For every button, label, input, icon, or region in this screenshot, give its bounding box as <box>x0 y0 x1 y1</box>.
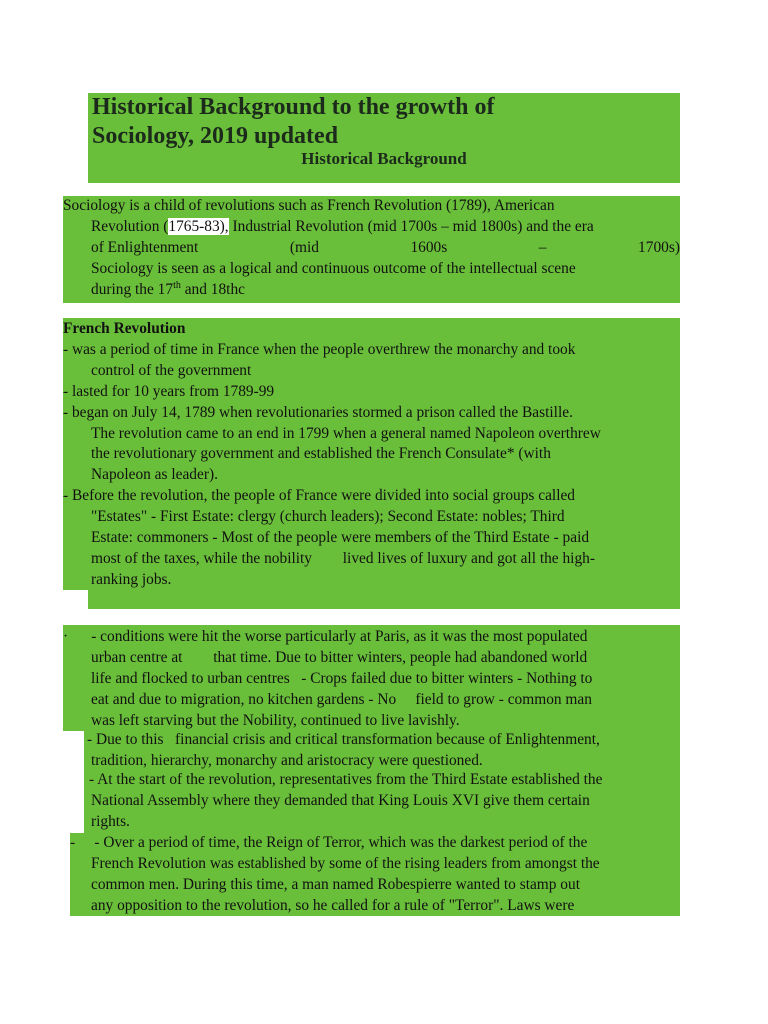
reign-of-terror-paragraph <box>70 833 680 916</box>
bullet-line: - was a period of time in France when the people overthrew the monarchy and took <box>63 340 576 358</box>
text-line: tradition, hierarchy, monarchy and aristocracy were questioned. <box>91 751 483 769</box>
text-line: was left starving but the Nobility, continued to live lavishly. <box>91 711 460 729</box>
intro-line-2: Revolution (1765-83), Industrial Revolution (mid 1700s – mid 1800s) and the era <box>91 217 594 235</box>
bullet-line: - began on July 14, 1789 when revolutionaries stormed a prison called the Bastille. <box>63 403 573 421</box>
text-line: urban centre at that time. Due to bitter winters, people had abandoned world <box>91 648 588 666</box>
text-line: French Revolution was established by some of the rising leaders from amongst the <box>91 854 600 872</box>
text-line: common men. During this time, a man named Robespierre wanted to stamp out <box>91 875 580 893</box>
french-revolution-section <box>63 318 680 590</box>
intro-line-5: during the 17th and 18thc <box>91 279 245 298</box>
conditions-paragraph <box>63 625 680 731</box>
text-line: · - conditions were hit the worse particularly at Paris, as it was the most populated <box>63 628 588 645</box>
bullet-line: - lasted for 10 years from 1789-99 <box>63 382 275 400</box>
text-line: National Assembly where they demanded that King Louis XVI give them certain <box>91 791 590 809</box>
intro-line-3: of Enlightenment (mid 1600s – 1700s) <box>91 238 680 256</box>
text-line: eat and due to migration, no kitchen gardens - No field to grow - common man <box>91 690 592 708</box>
bullet-line: Estate: commoners - Most of the people were members of the Third Estate - paid <box>91 529 590 547</box>
highlighted-date: 1765-83), <box>168 217 229 235</box>
bullet-line: - Before the revolution, the people of France were divided into social groups called <box>63 487 575 505</box>
bullet-line: most of the taxes, while the nobility lived lives of luxury and got all the high- <box>91 549 595 567</box>
bullet-line: The revolution came to an end in 1799 when a general named Napoleon overthrew <box>91 424 601 442</box>
bullet-line: Napoleon as leader). <box>91 466 218 484</box>
title-block <box>88 93 680 183</box>
bullet-line: ranking jobs. <box>91 570 172 588</box>
green-block-tail <box>88 588 680 609</box>
section-heading: French Revolution <box>63 320 186 337</box>
bullet-line: the revolutionary government and established the French Consulate* (with <box>91 445 551 463</box>
intro-paragraph <box>63 196 680 303</box>
bullet-line: control of the government <box>91 361 252 379</box>
text-line: - - Over a period of time, the Reign of Terror, which was the darkest period of the <box>70 834 588 851</box>
intro-line-4: Sociology is seen as a logical and continuous outcome of the intellectual scene <box>91 259 576 277</box>
document-title: Historical Background to the growth of Sociology, 2019 updated <box>92 94 495 149</box>
text-line: - Due to this financial crisis and critical transformation because of Enlightenment, <box>87 731 600 748</box>
bullet-line: "Estates" - First Estate: clergy (church leaders); Second Estate: nobles; Third <box>91 508 565 526</box>
national-assembly-paragraph <box>84 770 680 833</box>
text-line: rights. <box>91 812 130 830</box>
text-line: life and flocked to urban centres - Crops failed due to bitter winters - Nothing to <box>91 669 593 687</box>
text-line: any opposition to the revolution, so he called for a rule of "Terror". Laws were <box>91 896 575 914</box>
text-line: - At the start of the revolution, representatives from the Third Estate established the <box>89 771 603 788</box>
enlightenment-paragraph <box>84 730 680 772</box>
intro-line-1: Sociology is a child of revolutions such as French Revolution (1789), American <box>63 197 555 214</box>
section-subtitle: Historical Background <box>301 149 467 168</box>
